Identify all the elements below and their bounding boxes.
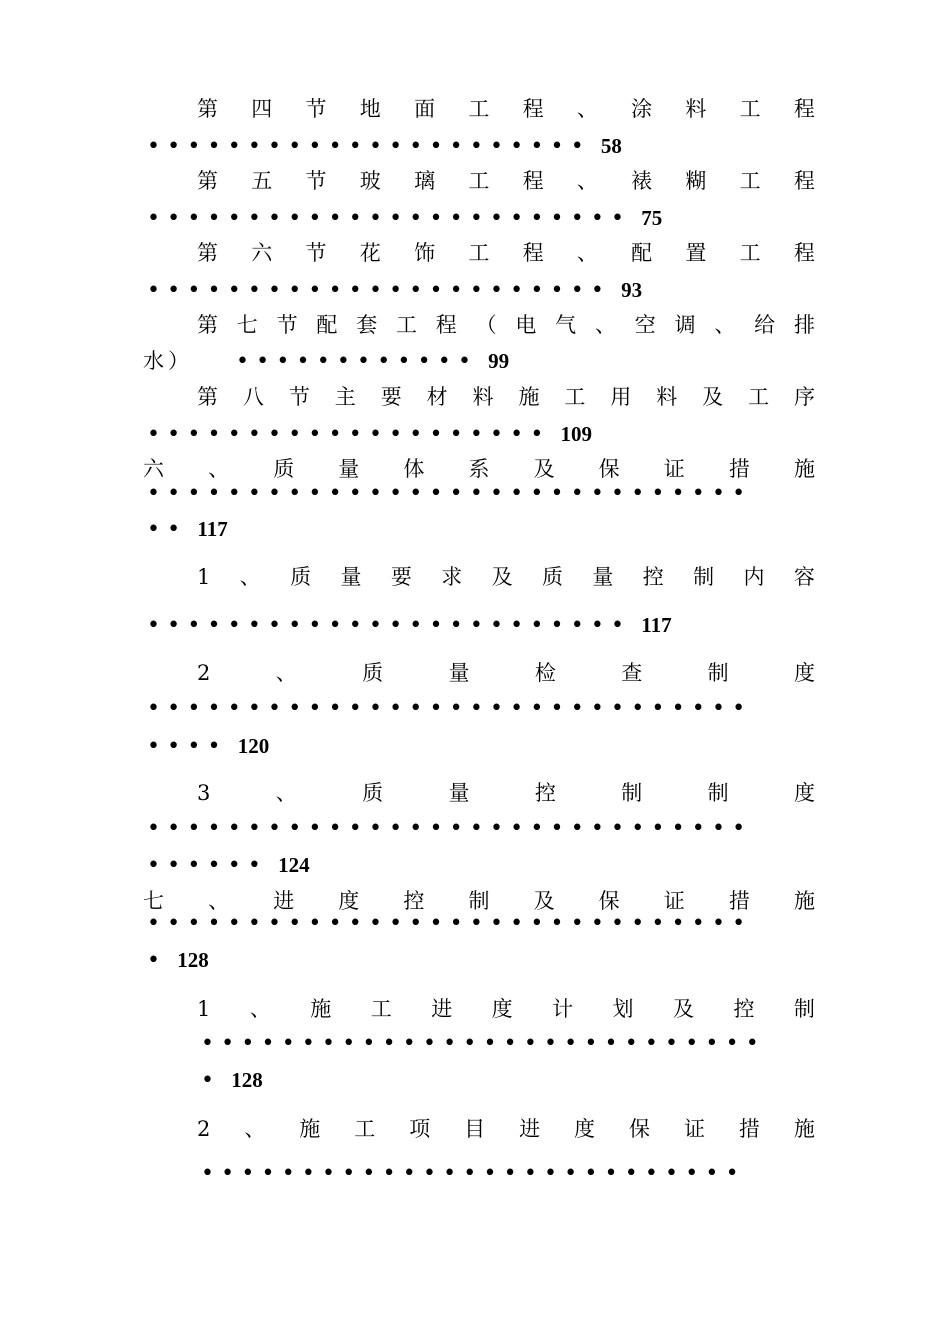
toc-leader-c7-1-0 — [201, 1031, 766, 1057]
dot-leader: •••••••••••• — [236, 349, 479, 374]
toc-leader-s7-0 — [236, 348, 509, 375]
toc-leader-c6-1-0 — [147, 612, 672, 639]
toc-leader-s6-0 — [147, 277, 642, 304]
toc-page-number[interactable]: 75 — [641, 206, 663, 230]
toc-entry-continuation-s7[interactable]: 水 ） — [143, 349, 189, 373]
toc-entry-title-s7[interactable]: 第 七 节 配 套 工 程 （ 电 气 、 空 调 、 给 排 — [197, 313, 815, 337]
toc-leader-c6-3-0 — [147, 816, 752, 842]
toc-entry-title-c7-1[interactable]: 1 、 施 工 进 度 计 划 及 控 制 — [197, 997, 815, 1021]
toc-leader-c6-2-0 — [147, 696, 752, 722]
toc-leader-c7-0 — [147, 911, 752, 937]
toc-leader-c7-1-1 — [201, 1067, 263, 1094]
toc-leader-c6-2-1 — [147, 733, 269, 760]
dot-leader: ••••••••••••••••••••••• — [147, 278, 612, 303]
toc-entry-title-c7-2[interactable]: 2 、 施 工 项 目 进 度 保 证 措 施 — [197, 1117, 815, 1141]
toc-entry-title-c6-3[interactable]: 3 、 质 量 控 制 制 度 — [197, 781, 815, 805]
toc-page-number[interactable]: 117 — [197, 517, 228, 541]
toc-leader-c7-1 — [147, 947, 209, 974]
toc-entry-title-s6[interactable]: 第 六 节 花 饰 工 程 、 配 置 工 程 — [197, 241, 815, 265]
toc-leader-s4-0 — [147, 133, 622, 160]
toc-page-number[interactable]: 120 — [237, 734, 270, 758]
dot-leader: •••••••••••••••••••••••••••••• — [147, 911, 753, 936]
toc-page-number[interactable]: 124 — [278, 853, 310, 877]
toc-page-number[interactable]: 117 — [641, 613, 672, 637]
toc-page-number[interactable]: 128 — [177, 948, 209, 972]
toc-leader-s8-0 — [147, 421, 592, 448]
dot-leader: •••••••••••••••••••••••••••••• — [147, 816, 753, 841]
toc-leader-c6-3-1 — [147, 852, 310, 879]
dot-leader: •••••••••••••••••••••••• — [147, 206, 632, 231]
dot-leader: •••••••••••••••••••• — [147, 422, 551, 447]
toc-entry-title-c6-1[interactable]: 1 、 质 量 要 求 及 质 量 控 制 内 容 — [197, 565, 815, 589]
toc-entry-title-c6-2[interactable]: 2 、 质 量 检 查 制 度 — [197, 661, 815, 685]
dot-leader: • — [201, 1068, 222, 1093]
dot-leader: •••••••••••••••••••••• — [147, 134, 591, 159]
toc-leader-c6-1 — [147, 516, 228, 543]
toc-leader-c7-2-0 — [201, 1161, 746, 1187]
toc-leader-s5-0 — [147, 205, 662, 232]
dot-leader: •• — [147, 517, 188, 542]
dot-leader: •••• — [147, 734, 228, 759]
dot-leader: ••••••••••••••••••••••••••• — [201, 1161, 746, 1186]
toc-page-number[interactable]: 128 — [231, 1068, 263, 1092]
toc-entry-title-s5[interactable]: 第 五 节 玻 璃 工 程 、 裱 糊 工 程 — [197, 169, 815, 193]
toc-entry-title-c7[interactable]: 七 、 进 度 控 制 及 保 证 措 施 — [143, 889, 815, 913]
dot-leader: •••••••••••••••••••••••• — [147, 613, 632, 638]
dot-leader: •••••••••••••••••••••••••••• — [201, 1031, 766, 1056]
dot-leader: •••••• — [147, 853, 269, 878]
toc-page-number[interactable]: 109 — [560, 422, 593, 446]
toc-page-number[interactable]: 99 — [488, 349, 510, 373]
toc-entry-title-c6[interactable]: 六 、 质 量 体 系 及 保 证 措 施 — [143, 457, 815, 481]
dot-leader: •••••••••••••••••••••••••••••• — [147, 696, 753, 721]
toc-entry-title-s4[interactable]: 第 四 节 地 面 工 程 、 涂 料 工 程 — [197, 97, 815, 121]
toc-page-number[interactable]: 58 — [600, 134, 622, 158]
toc-entry-title-s8[interactable]: 第 八 节 主 要 材 料 施 工 用 料 及 工 序 — [197, 385, 815, 409]
dot-leader: • — [147, 948, 168, 973]
dot-leader: •••••••••••••••••••••••••••••• — [147, 481, 753, 506]
toc-leader-c6-0 — [147, 481, 752, 507]
toc-page-number[interactable]: 93 — [621, 278, 643, 302]
